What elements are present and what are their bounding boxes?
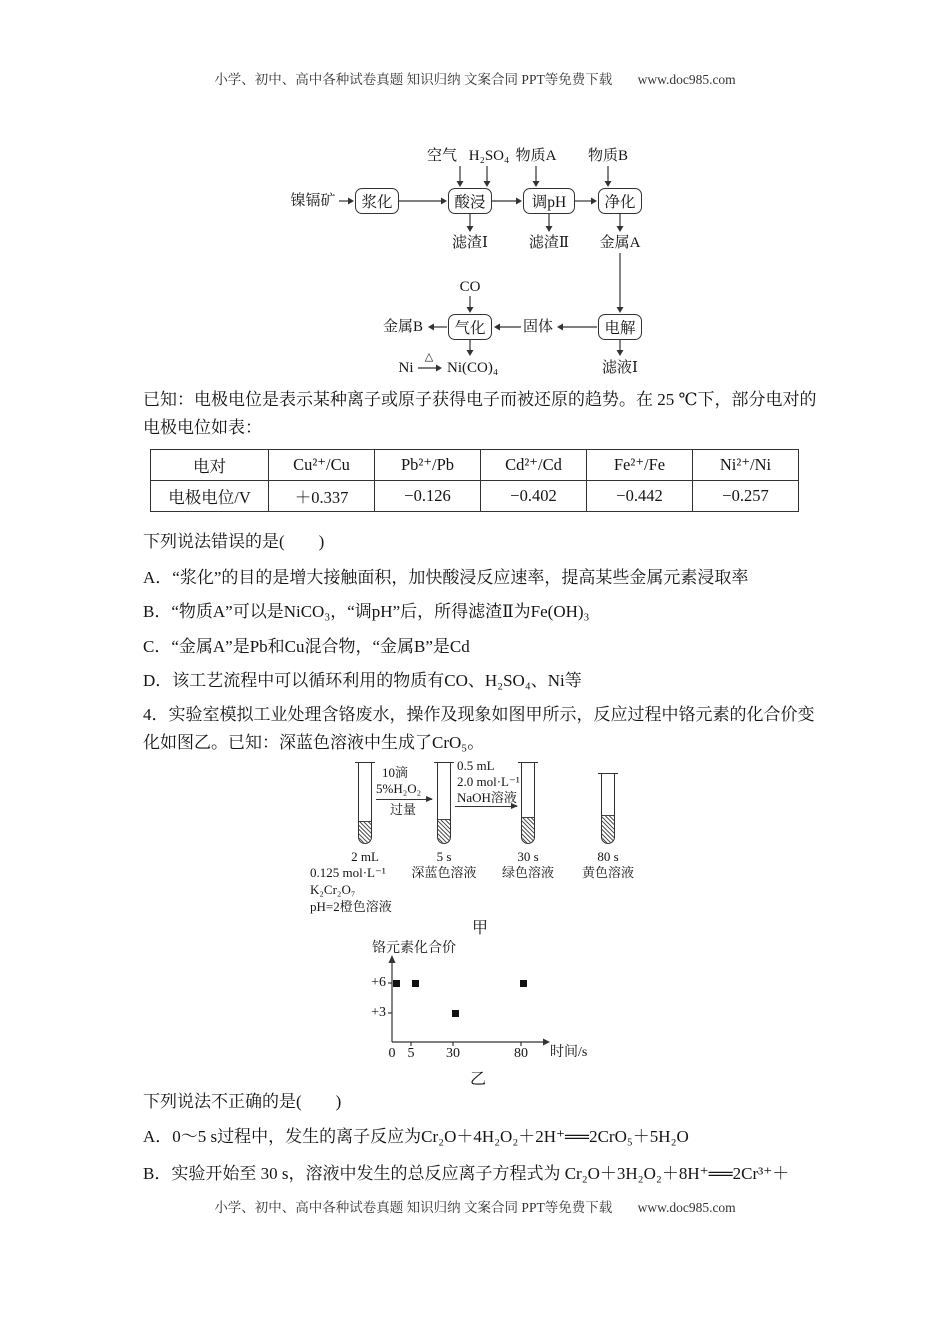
flow-filtrate-1: 滤液Ⅰ: [602, 360, 638, 376]
flow-solid: 固体: [522, 319, 554, 335]
test-tube-3: [521, 762, 535, 844]
flow-input-h2so4: H₂SO₄: [468, 148, 510, 164]
tube3-label: 绿色溶液: [502, 865, 555, 880]
tube1-conc: 0.125 mol·L⁻¹: [310, 865, 386, 880]
arrow-add-naoh: [455, 806, 517, 807]
chart-xtick-30: 30: [446, 1046, 460, 1061]
arrow2-volume: 0.5 mL: [457, 758, 495, 773]
liquid-green: [522, 817, 534, 843]
header-text: 小学、初中、高中各种试卷真题 知识归纳 文案合同 PPT等免费下载: [214, 72, 613, 87]
tube4-label: 黄色溶液: [582, 865, 635, 880]
flow-residue-2: 滤渣Ⅱ: [528, 235, 570, 251]
flow-box-gasify: 气化: [448, 314, 492, 340]
q4-intro-line2: 化如图乙。已知：深蓝色溶液中生成了CrO₅。: [143, 733, 485, 752]
liquid-orange: [359, 821, 371, 843]
chart-xlabel: 时间/s: [550, 1045, 588, 1060]
chart-xtick-5: 5: [407, 1046, 415, 1061]
page-footer: [0, 1196, 950, 1216]
tube1-ph: pH=2橙色溶液: [310, 899, 392, 914]
table-value-ni: −0.257: [693, 481, 799, 512]
liquid-deep-blue: [438, 819, 450, 843]
chart-data-point: [412, 980, 419, 987]
flow-box-acid-leach: 酸浸: [448, 188, 492, 214]
known-text-line1: 已知：电极电位是表示某种离子或原子获得电子而被还原的趋势。在 25 ℃下，部分电对的: [143, 390, 817, 409]
test-tube-2: [437, 762, 451, 844]
flow-input-substance-a: 物质A: [515, 148, 557, 164]
table-value-fe: −0.442: [587, 481, 693, 512]
q3-option-b: B．“物质A”可以是NiCO₃，“调pH”后，所得滤渣Ⅱ为Fe(OH)₃: [143, 602, 590, 621]
flow-co: CO: [459, 279, 481, 295]
flow-box-purify: 净化: [598, 188, 642, 214]
flow-ni: Ni: [398, 360, 414, 376]
flow-residue-1: 滤渣Ⅰ: [452, 235, 488, 251]
footer-url-link[interactable]: www.doc985.com: [637, 1200, 736, 1215]
tube2-time: 5 s: [436, 849, 452, 864]
chart-data-point: [452, 1010, 459, 1017]
flow-box-electrolyze: 电解: [598, 314, 642, 340]
table-header-cd: Cd²⁺/Cd: [481, 450, 587, 481]
q4-stem: 下列说法不正确的是( ): [143, 1092, 342, 1111]
flow-delta-symbol: △: [424, 351, 434, 363]
flow-nico4: Ni(CO)₄: [447, 360, 499, 376]
flow-source-ore: 镍镉矿: [290, 193, 336, 209]
arrow1-reagent: 5%H₂O₂: [376, 781, 422, 796]
electrode-potential-table: [150, 449, 799, 512]
flow-input-air: 空气: [426, 148, 458, 164]
table-row: [151, 481, 799, 512]
arrow-add-h2o2: [376, 799, 432, 800]
q4-option-a: A．0～5 s过程中，发生的离子反应为Cr₂O＋4H₂O₂＋2H⁺══2CrO₅＋5H₂O: [143, 1127, 689, 1146]
test-tube-1: [358, 762, 372, 844]
arrow1-excess: 过量: [390, 802, 417, 817]
flow-box-adjust-ph: 调pH: [523, 188, 575, 214]
footer-text: 小学、初中、高中各种试卷真题 知识归纳 文案合同 PPT等免费下载: [214, 1200, 613, 1215]
chart-data-point: [393, 980, 400, 987]
arrow1-drops: 10滴: [382, 765, 409, 780]
chart-xtick-80: 80: [514, 1046, 528, 1061]
q3-stem: 下列说法错误的是( ): [143, 532, 325, 551]
tube2-label: 深蓝色溶液: [411, 865, 477, 880]
table-row-label: 电极电位/V: [151, 481, 269, 512]
table-header-pb: Pb²⁺/Pb: [375, 450, 481, 481]
q4-option-b: B．实验开始至 30 s，溶液中发生的总反应离子方程式为 Cr₂O＋3H₂O₂＋8H⁺══2Cr³⁺＋: [143, 1164, 790, 1183]
chart-xtick-0: 0: [388, 1046, 396, 1061]
table-header-fe: Fe²⁺/Fe: [587, 450, 693, 481]
chart-ytick-plus6: +6: [371, 975, 386, 990]
arrow2-conc: 2.0 mol·L⁻¹: [457, 774, 520, 789]
table-header-ni: Ni²⁺/Ni: [693, 450, 799, 481]
process-flowchart: [275, 140, 675, 390]
q4-intro-line1: 4．实验室模拟工业处理含铬废水，操作及现象如图甲所示，反应过程中铬元素的化合价变: [143, 705, 815, 724]
flow-box-slurry: 浆化: [355, 188, 399, 214]
table-header-pair: 电对: [151, 450, 269, 481]
tube3-time: 30 s: [517, 849, 539, 864]
chart-ylabel: 铬元素化合价: [372, 941, 456, 956]
flow-metal-a: 金属A: [599, 235, 641, 251]
tube1-volume: 2 mL: [351, 849, 379, 864]
arrow2-reagent: NaOH溶液: [457, 790, 517, 805]
test-tube-4: [601, 773, 615, 844]
figure-jia-caption: 甲: [472, 920, 489, 937]
table-row: [151, 450, 799, 481]
page-header: [0, 68, 950, 88]
q3-option-c: C．“金属A”是Pb和Cu混合物，“金属B”是Cd: [143, 637, 470, 656]
q3-option-d: D．该工艺流程中可以循环利用的物质有CO、H₂SO₄、Ni等: [143, 671, 582, 690]
valence-chart: [371, 941, 628, 1092]
chart-points: [378, 942, 628, 1092]
table-value-cu: ＋0.337: [269, 481, 375, 512]
liquid-yellow: [602, 815, 614, 843]
figure-yi-caption: 乙: [470, 1071, 487, 1088]
header-url-link[interactable]: www.doc985.com: [637, 72, 736, 87]
tube1-formula: K₂Cr₂O₇: [310, 882, 356, 897]
table-value-pb: −0.126: [375, 481, 481, 512]
flow-input-substance-b: 物质B: [587, 148, 629, 164]
flowchart-arrows: [275, 140, 675, 390]
q3-option-a: A．“浆化”的目的是增大接触面积，加快酸浸反应速率，提高某些金属元素浸取率: [143, 568, 749, 587]
chart-data-point: [520, 980, 527, 987]
known-text-line2: 电极电位如表：: [143, 418, 262, 437]
apparatus-figure: [300, 755, 670, 940]
flow-metal-b: 金属B: [382, 319, 424, 335]
table-header-cu: Cu²⁺/Cu: [269, 450, 375, 481]
tube4-time: 80 s: [597, 849, 619, 864]
table-value-cd: −0.402: [481, 481, 587, 512]
chart-ytick-plus3: +3: [371, 1005, 386, 1020]
